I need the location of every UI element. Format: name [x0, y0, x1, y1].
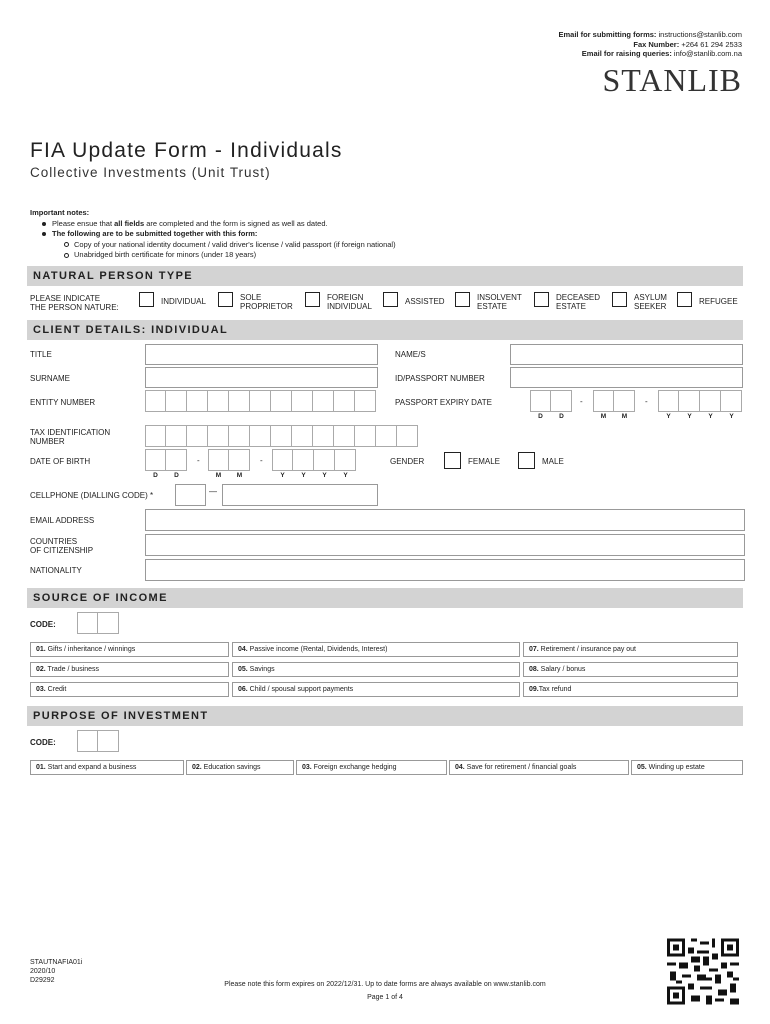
- checkbox-insolvent-estate[interactable]: [455, 292, 470, 307]
- note-item: [52, 229, 396, 261]
- income-option[interactable]: 05. Savings: [232, 662, 520, 677]
- checkbox-individual[interactable]: [139, 292, 154, 307]
- fax-label: Fax Number:: [633, 39, 680, 49]
- id-passport-label: ID/PASSPORT NUMBER: [395, 374, 485, 383]
- income-option[interactable]: 02. Trade / business: [30, 662, 229, 677]
- note-text: Unabridged birth certificate for minors (under 18 years): [74, 250, 257, 259]
- ref-line: D29292: [30, 977, 55, 984]
- option-asylum-seeker: ASYLUM SEEKER: [634, 293, 667, 311]
- notes-heading: Important notes:: [30, 208, 90, 217]
- note-subitem: [74, 240, 396, 251]
- nationality-input[interactable]: [145, 559, 745, 581]
- day-hint: D D: [538, 413, 564, 420]
- page-number: Page 1 of 4: [367, 994, 403, 1001]
- income-option[interactable]: 07. Retirement / insurance pay out: [523, 642, 738, 657]
- checkbox-foreign-individual[interactable]: [305, 292, 320, 307]
- checkbox-asylum-seeker[interactable]: [612, 292, 627, 307]
- dob-day[interactable]: [145, 449, 187, 471]
- male-label: MALE: [542, 457, 564, 466]
- names-input[interactable]: [510, 344, 743, 365]
- income-code-cells[interactable]: [77, 612, 119, 634]
- label-line: COUNTRIES: [30, 537, 78, 546]
- purpose-option[interactable]: 04. Save for retirement / financial goals: [449, 760, 629, 775]
- section-client-details: CLIENT DETAILS: INDIVIDUAL: [27, 320, 743, 340]
- bullet-icon: [42, 222, 46, 226]
- income-code-label: CODE:: [30, 620, 56, 629]
- note-text: are completed and the form is signed as well as dated.: [144, 218, 328, 228]
- prompt-line: PLEASE INDICATE: [30, 294, 101, 303]
- purpose-option[interactable]: 05. Winding up estate: [631, 760, 743, 775]
- purpose-option[interactable]: 03. Foreign exchange hedging: [296, 760, 447, 775]
- fax-value: +264 61 294 2533: [681, 39, 742, 49]
- purpose-option[interactable]: 02. Education savings: [186, 760, 294, 775]
- income-option[interactable]: 03. Credit: [30, 682, 229, 697]
- countries-label: [30, 537, 93, 555]
- ref-line: STAUTNAFIA01i: [30, 959, 83, 966]
- expiry-note: Please note this form expires on 2022/12/31. Up to date forms are always available on www.stanlib.com: [224, 981, 546, 988]
- names-label: NAME/S: [395, 350, 426, 359]
- circle-bullet-icon: [64, 253, 69, 258]
- page-subtitle: Collective Investments (Unit Trust): [30, 165, 271, 180]
- bullet-icon: [42, 232, 46, 236]
- passport-expiry-month[interactable]: [593, 390, 635, 412]
- income-option[interactable]: 01. Gifts / inheritance / winnings: [30, 642, 229, 657]
- income-option[interactable]: 09.Tax refund: [523, 682, 738, 697]
- year-hint: Y Y Y Y: [666, 413, 734, 420]
- income-option[interactable]: 06. Child / spousal support payments: [232, 682, 520, 697]
- note-bold: all fields: [114, 218, 145, 228]
- month-hint: M M: [215, 472, 243, 479]
- circle-bullet-icon: [64, 242, 69, 247]
- option-deceased-estate: DECEASED ESTATE: [556, 293, 601, 311]
- date-separator: -: [197, 456, 200, 465]
- checkbox-sole-proprietor[interactable]: [218, 292, 233, 307]
- date-separator: -: [260, 456, 263, 465]
- queries-value[interactable]: info@stanlib.com.na: [673, 49, 742, 58]
- passport-expiry-day[interactable]: [530, 390, 572, 412]
- option-insolvent-estate: INSOLVENT ESTATE: [477, 293, 522, 311]
- option-foreign-individual: FOREIGN INDIVIDUAL: [327, 293, 372, 311]
- tax-number-cells[interactable]: [145, 425, 418, 447]
- purpose-code-cells[interactable]: [77, 730, 119, 752]
- cellphone-input[interactable]: [222, 484, 378, 506]
- email-label: Email for submitting forms:: [558, 30, 657, 39]
- option-individual: INDIVIDUAL: [161, 297, 206, 306]
- income-option[interactable]: 08. Salary / bonus: [523, 662, 738, 677]
- purpose-option[interactable]: 01. Start and expand a business: [30, 760, 184, 775]
- date-separator: -: [580, 397, 583, 406]
- checkbox-female[interactable]: [444, 452, 461, 469]
- email-value[interactable]: instructions@stanlib.com: [658, 30, 742, 39]
- person-nature-prompt: [30, 294, 119, 312]
- passport-expiry-label: PASSPORT EXPIRY DATE: [395, 398, 492, 407]
- tax-number-label: [30, 428, 110, 446]
- option-assisted: ASSISTED: [405, 297, 445, 306]
- qr-code-icon: [667, 938, 739, 1005]
- label-line: NUMBER: [30, 437, 65, 446]
- stanlib-logo: STANLIB: [602, 62, 742, 98]
- important-notes: [30, 208, 396, 261]
- option-refugee: REFUGEE: [699, 297, 738, 306]
- checkbox-assisted[interactable]: [383, 292, 398, 307]
- female-label: FEMALE: [468, 457, 501, 466]
- dob-year[interactable]: [272, 449, 356, 471]
- section-natural-person: NATURAL PERSON TYPE: [27, 266, 743, 286]
- surname-input[interactable]: [145, 367, 378, 388]
- gender-label: GENDER: [390, 457, 425, 466]
- email-input[interactable]: [145, 509, 745, 531]
- dialling-code-input[interactable]: [175, 484, 206, 506]
- cellphone-label: CELLPHONE (DIALLING CODE) *: [30, 491, 154, 500]
- purpose-code-label: CODE:: [30, 738, 56, 747]
- note-text: Please ensue that: [52, 218, 115, 228]
- email-label-field: EMAIL ADDRESS: [30, 516, 95, 525]
- entity-number-cells[interactable]: [145, 390, 376, 412]
- nationality-label: NATIONALITY: [30, 566, 82, 575]
- checkbox-refugee[interactable]: [677, 292, 692, 307]
- section-source-of-income: SOURCE OF INCOME: [27, 588, 743, 608]
- id-passport-input[interactable]: [510, 367, 743, 388]
- note-bold: The following are to be submitted together with this form:: [52, 229, 258, 238]
- citizenship-input[interactable]: [145, 534, 745, 556]
- passport-expiry-year[interactable]: [658, 390, 742, 412]
- surname-label: SURNAME: [30, 374, 71, 383]
- checkbox-male[interactable]: [518, 452, 535, 469]
- checkbox-deceased-estate[interactable]: [534, 292, 549, 307]
- income-option[interactable]: 04. Passive income (Rental, Dividends, Interest): [232, 642, 520, 657]
- month-hint: M M: [600, 413, 628, 420]
- page-title: FIA Update Form - Individuals: [30, 139, 343, 162]
- title-label: TITLE: [30, 350, 52, 359]
- label-line: TAX IDENTIFICATION: [30, 428, 111, 437]
- label-line: OF CITIZENSHIP: [30, 546, 94, 555]
- year-hint: Y Y Y Y: [280, 472, 348, 479]
- day-hint: D D: [153, 472, 179, 479]
- phone-separator: —: [209, 487, 217, 496]
- ref-line: 2020/10: [30, 968, 56, 975]
- prompt-line: THE PERSON NATURE:: [30, 303, 119, 312]
- note-text: Copy of your national identity document / valid driver's license / valid passport (if foreign national): [74, 239, 396, 249]
- title-input[interactable]: [145, 344, 378, 365]
- note-item: [52, 219, 396, 230]
- date-separator: -: [645, 397, 648, 406]
- entity-number-label: ENTITY NUMBER: [30, 398, 96, 407]
- dob-label: DATE OF BIRTH: [30, 457, 91, 466]
- contact-block: [559, 30, 743, 59]
- queries-label: Email for raising queries:: [581, 49, 672, 58]
- note-subitem: [74, 250, 396, 261]
- dob-month[interactable]: [208, 449, 250, 471]
- section-purpose-of-investment: PURPOSE OF INVESTMENT: [27, 706, 743, 726]
- option-sole-proprietor: SOLE PROPRIETOR: [240, 293, 293, 311]
